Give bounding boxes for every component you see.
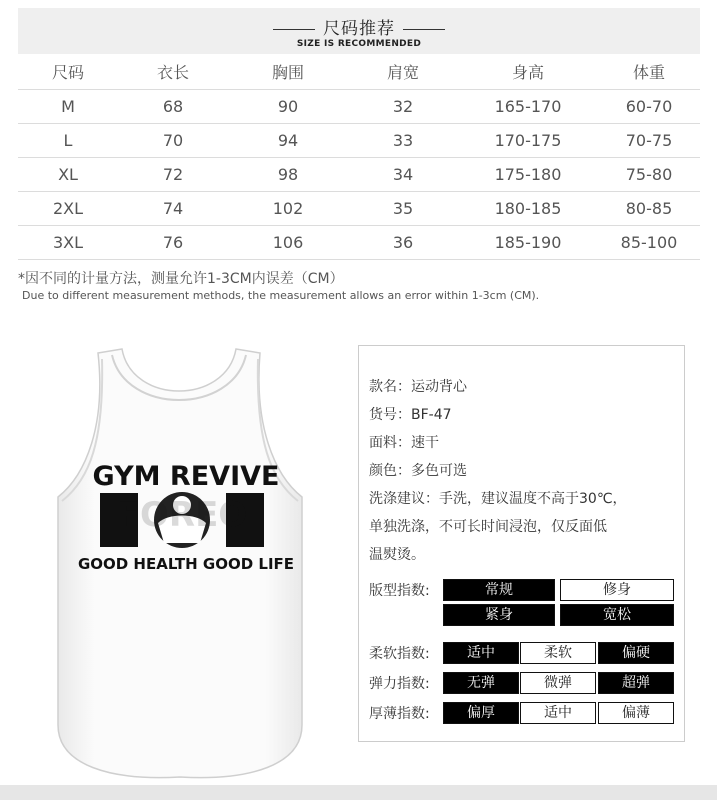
wash-advice-line-1: 洗涤建议：手洗，建议温度不高于30℃， <box>369 491 627 507</box>
table-cell: L <box>18 123 118 157</box>
size-table <box>18 55 700 260</box>
thickness-option-thick: 偏厚 <box>443 702 519 724</box>
table-cell: 170-175 <box>458 123 598 157</box>
table-cell: 90 <box>228 89 348 123</box>
tank-top-image <box>40 345 320 785</box>
table-cell: 32 <box>348 89 458 123</box>
softness-option-hard: 偏硬 <box>598 642 674 664</box>
table-row <box>18 89 700 123</box>
table-cell: 33 <box>348 123 458 157</box>
table-cell: XL <box>18 157 118 191</box>
table-cell: 68 <box>118 89 228 123</box>
table-cell: 70 <box>118 123 228 157</box>
table-cell: M <box>18 89 118 123</box>
softness-option-medium: 适中 <box>443 642 519 664</box>
table-row <box>18 157 700 191</box>
table-cell: 34 <box>348 157 458 191</box>
table-cell: 60-70 <box>598 89 700 123</box>
table-cell: 75-80 <box>598 157 700 191</box>
measurement-note-zh: *因不同的计量方法，测量允许1-3CM内误差（CM） <box>18 271 344 287</box>
elasticity-index-label: 弹力指数: <box>369 676 430 692</box>
column-header: 体重 <box>598 55 700 89</box>
table-cell: 165-170 <box>458 89 598 123</box>
fit-option-tight: 紧身 <box>443 604 555 626</box>
table-cell: 94 <box>228 123 348 157</box>
elasticity-option-none: 无弹 <box>443 672 519 694</box>
table-cell: 98 <box>228 157 348 191</box>
print-middle-text: FOREO <box>116 495 248 535</box>
measurement-note-en: Due to different measurement methods, the measurement allows an error within 1-3cm (CM). <box>22 289 540 302</box>
product-color: 颜色：多色可选 <box>369 463 467 479</box>
product-fabric: 面料：速干 <box>369 435 439 451</box>
softness-option-soft: 柔软 <box>520 642 596 664</box>
table-cell: 35 <box>348 191 458 225</box>
table-cell: 74 <box>118 191 228 225</box>
product-name: 款名：运动背心 <box>369 379 467 395</box>
table-cell: 106 <box>228 225 348 259</box>
table-cell: 2XL <box>18 191 118 225</box>
column-header: 胸围 <box>228 55 348 89</box>
table-row <box>18 123 700 157</box>
fit-option-loose: 宽松 <box>560 604 674 626</box>
table-cell: 3XL <box>18 225 118 259</box>
table-cell: 175-180 <box>458 157 598 191</box>
table-row <box>18 225 700 259</box>
table-cell: 185-190 <box>458 225 598 259</box>
wash-advice-line-2: 单独洗涤，不可长时间浸泡，仅反面低 <box>369 519 607 535</box>
table-cell: 72 <box>118 157 228 191</box>
print-top-text: GYM REVIVE <box>92 461 280 492</box>
fit-option-regular: 常规 <box>443 579 555 601</box>
table-header-row <box>18 55 700 89</box>
wash-advice-line-3: 温熨烫。 <box>369 547 425 563</box>
table-cell: 180-185 <box>458 191 598 225</box>
column-header: 身高 <box>458 55 598 89</box>
table-cell: 102 <box>228 191 348 225</box>
product-info-panel <box>358 345 685 742</box>
print-bottom-text: GOOD HEALTH GOOD LIFE <box>77 555 295 573</box>
size-header-subtitle: SIZE IS RECOMMENDED <box>296 39 422 49</box>
elasticity-option-super: 超弹 <box>598 672 674 694</box>
table-cell: 36 <box>348 225 458 259</box>
table-cell: 85-100 <box>598 225 700 259</box>
table-row <box>18 191 700 225</box>
thickness-index-label: 厚薄指数: <box>369 706 430 722</box>
size-header-title: 尺码推荐 <box>18 14 700 39</box>
softness-index-label: 柔软指数: <box>369 646 430 662</box>
bottom-band <box>0 785 717 800</box>
product-code: 货号：BF-47 <box>369 407 452 423</box>
column-header: 肩宽 <box>348 55 458 89</box>
thickness-option-medium: 适中 <box>520 702 596 724</box>
table-cell: 70-75 <box>598 123 700 157</box>
elasticity-option-slight: 微弹 <box>520 672 596 694</box>
column-header: 衣长 <box>118 55 228 89</box>
thickness-option-thin: 偏薄 <box>598 702 674 724</box>
fit-index-label: 版型指数: <box>369 583 430 599</box>
column-header: 尺码 <box>18 55 118 89</box>
fit-option-slim: 修身 <box>560 579 674 601</box>
table-cell: 80-85 <box>598 191 700 225</box>
table-cell: 76 <box>118 225 228 259</box>
size-header <box>18 8 700 54</box>
